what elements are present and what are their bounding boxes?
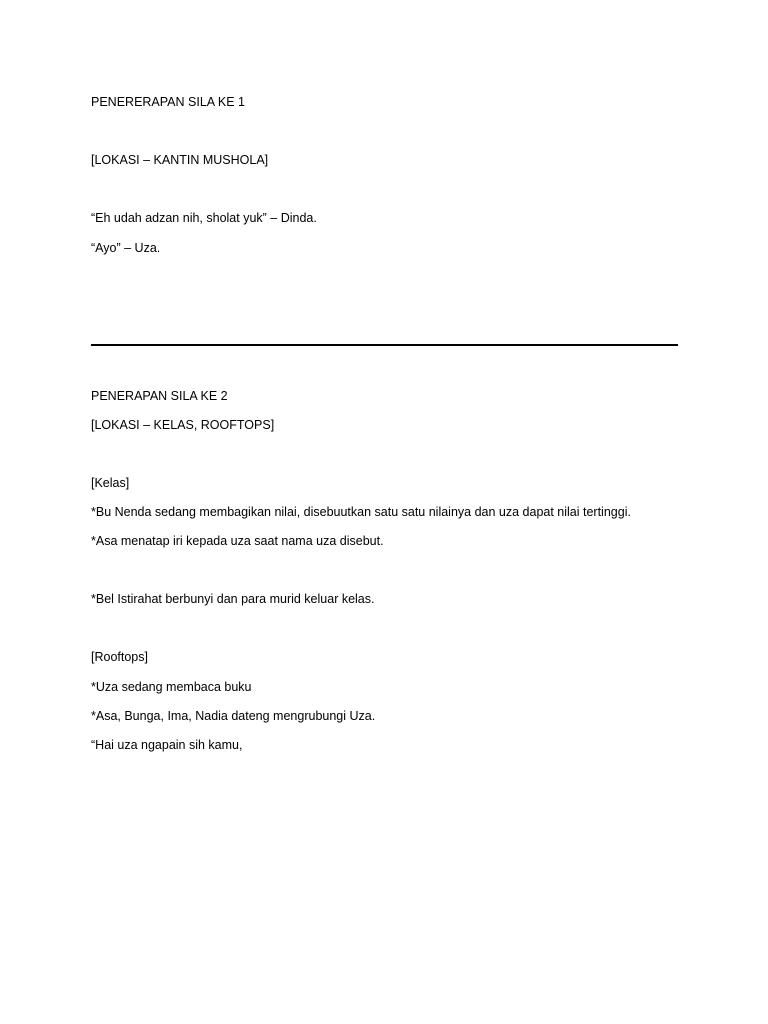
section2-heading: PENERAPAN SILA KE 2 [91, 389, 228, 403]
scene-label-kelas: [Kelas] [91, 476, 130, 490]
action-line: *Bel Istirahat berbunyi dan para murid keluar kelas. [91, 592, 375, 606]
dialogue-line: “Hai uza ngapain sih kamu, [91, 738, 243, 752]
action-line: *Asa menatap iri kepada uza saat nama uza disebut. [91, 534, 384, 548]
section1-heading: PENERERAPAN SILA KE 1 [91, 95, 245, 109]
action-line: *Uza sedang membaca buku [91, 680, 252, 694]
dialogue-line: “Ayo” – Uza. [91, 241, 161, 255]
section1-location: [LOKASI – KANTIN MUSHOLA] [91, 153, 269, 167]
horizontal-divider [91, 344, 678, 346]
action-line: *Bu Nenda sedang membagikan nilai, disebuutkan satu satu nilainya dan uza dapat nilai tertinggi. [91, 505, 631, 519]
section2-location: [LOKASI – KELAS, ROOFTOPS] [91, 418, 275, 432]
scene-label-rooftops: [Rooftops] [91, 650, 148, 664]
dialogue-line: “Eh udah adzan nih, sholat yuk” – Dinda. [91, 211, 317, 225]
action-line: *Asa, Bunga, Ima, Nadia dateng mengrubungi Uza. [91, 709, 376, 723]
